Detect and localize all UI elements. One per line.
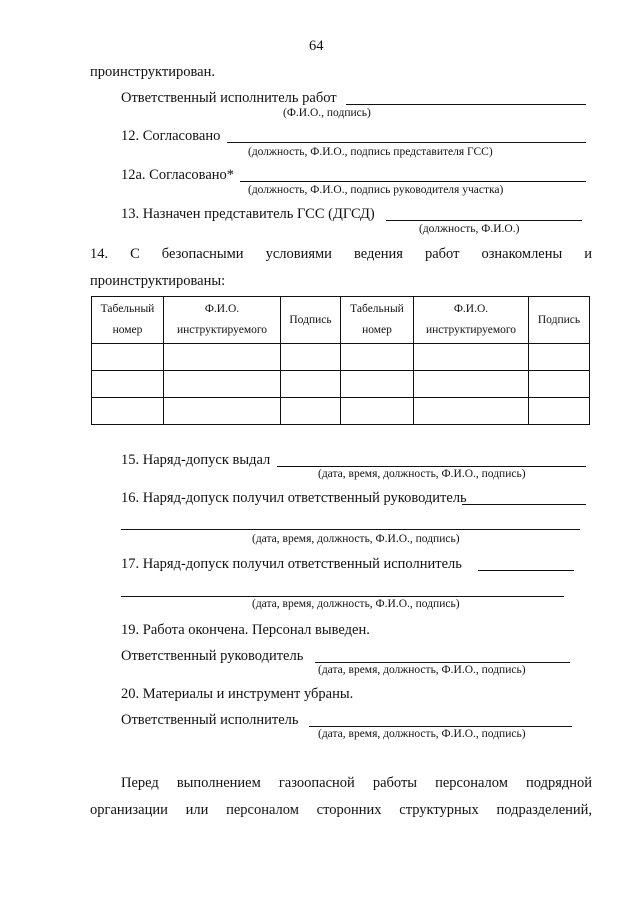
table-cell[interactable]	[529, 398, 590, 425]
item-12-signature-line[interactable]	[227, 142, 586, 143]
table-cell[interactable]	[92, 371, 164, 398]
item-17-caption: (дата, время, должность, Ф.И.О., подпись)	[252, 598, 460, 610]
table-cell[interactable]	[164, 398, 281, 425]
item-20-responsible-label: Ответственный исполнитель	[121, 712, 299, 728]
table-cell[interactable]	[414, 371, 529, 398]
table-cell[interactable]	[414, 344, 529, 371]
item-16-caption: (дата, время, должность, Ф.И.О., подпись)	[252, 533, 460, 545]
item-15-caption: (дата, время, должность, Ф.И.О., подпись)	[318, 468, 526, 480]
table-header-row	[92, 297, 590, 344]
table-row	[92, 398, 590, 425]
header-signature-1: Подпись	[281, 297, 341, 344]
item-20-signature-line[interactable]	[309, 726, 572, 727]
item-14-line-2: проинструктированы:	[90, 273, 226, 289]
table-row	[92, 371, 590, 398]
item-16-signature-line-2[interactable]	[121, 529, 580, 530]
table-cell[interactable]	[341, 371, 414, 398]
item-17-label: 17. Наряд-допуск получил ответственный исполнитель	[121, 556, 462, 572]
responsible-executor-signature-line[interactable]	[346, 104, 586, 105]
table-cell[interactable]	[529, 371, 590, 398]
intro-text: проинструктирован.	[90, 64, 215, 80]
table-cell[interactable]	[529, 344, 590, 371]
table-cell[interactable]	[164, 371, 281, 398]
item-12a-caption: (должность, Ф.И.О., подпись руководителя участка)	[248, 184, 504, 196]
table-cell[interactable]	[341, 398, 414, 425]
page-number: 64	[309, 38, 324, 54]
item-19-signature-line[interactable]	[315, 662, 570, 663]
table-cell[interactable]	[281, 344, 341, 371]
item-15-signature-line[interactable]	[277, 466, 586, 467]
item-13-label: 13. Назначен представитель ГСС (ДГСД)	[121, 206, 375, 222]
header-tab-number-1: Табельный номер	[92, 297, 164, 344]
item-15-label: 15. Наряд-допуск выдал	[121, 452, 271, 468]
table-cell[interactable]	[281, 398, 341, 425]
item-19-responsible-label: Ответственный руководитель	[121, 648, 304, 664]
item-13-signature-line[interactable]	[386, 220, 582, 221]
item-17-signature-line-1[interactable]	[478, 570, 574, 571]
table-cell[interactable]	[92, 398, 164, 425]
item-14-line-1: 14. С безопасными условиями ведения работ ознакомлены и	[90, 246, 593, 262]
header-signature-2: Подпись	[529, 297, 590, 344]
table-cell[interactable]	[92, 344, 164, 371]
table-cell[interactable]	[414, 398, 529, 425]
closing-line-2: организации или персоналом сторонних структурных подразделений,	[90, 802, 593, 818]
item-13-caption: (должность, Ф.И.О.)	[419, 223, 520, 235]
table-row	[92, 344, 590, 371]
item-12a-signature-line[interactable]	[240, 181, 586, 182]
item-19-caption: (дата, время, должность, Ф.И.О., подпись)	[318, 664, 526, 676]
table-cell[interactable]	[281, 371, 341, 398]
responsible-executor-label: Ответственный исполнитель работ	[121, 90, 337, 106]
item-17-signature-line-2[interactable]	[121, 596, 564, 597]
item-19-label: 19. Работа окончена. Персонал выведен.	[121, 622, 370, 638]
responsible-executor-caption: (Ф.И.О., подпись)	[283, 107, 371, 119]
item-20-caption: (дата, время, должность, Ф.И.О., подпись)	[318, 728, 526, 740]
table-cell[interactable]	[164, 344, 281, 371]
closing-line-1: Перед выполнением газоопасной работы персоналом подрядной	[121, 775, 593, 791]
item-12a-label: 12а. Согласовано*	[121, 167, 235, 183]
item-12-caption: (должность, Ф.И.О., подпись представителя ГСС)	[248, 146, 493, 158]
item-20-label: 20. Материалы и инструмент убраны.	[121, 686, 354, 702]
instruction-table	[91, 296, 590, 425]
header-fio-2: Ф.И.О. инструктируемого	[414, 297, 529, 344]
table-cell[interactable]	[341, 344, 414, 371]
item-12-label: 12. Согласовано	[121, 128, 221, 144]
item-16-signature-line-1[interactable]	[462, 504, 586, 505]
header-fio-1: Ф.И.О. инструктируемого	[164, 297, 281, 344]
item-16-label: 16. Наряд-допуск получил ответственный руководитель	[121, 490, 467, 506]
header-tab-number-2: Табельный номер	[341, 297, 414, 344]
